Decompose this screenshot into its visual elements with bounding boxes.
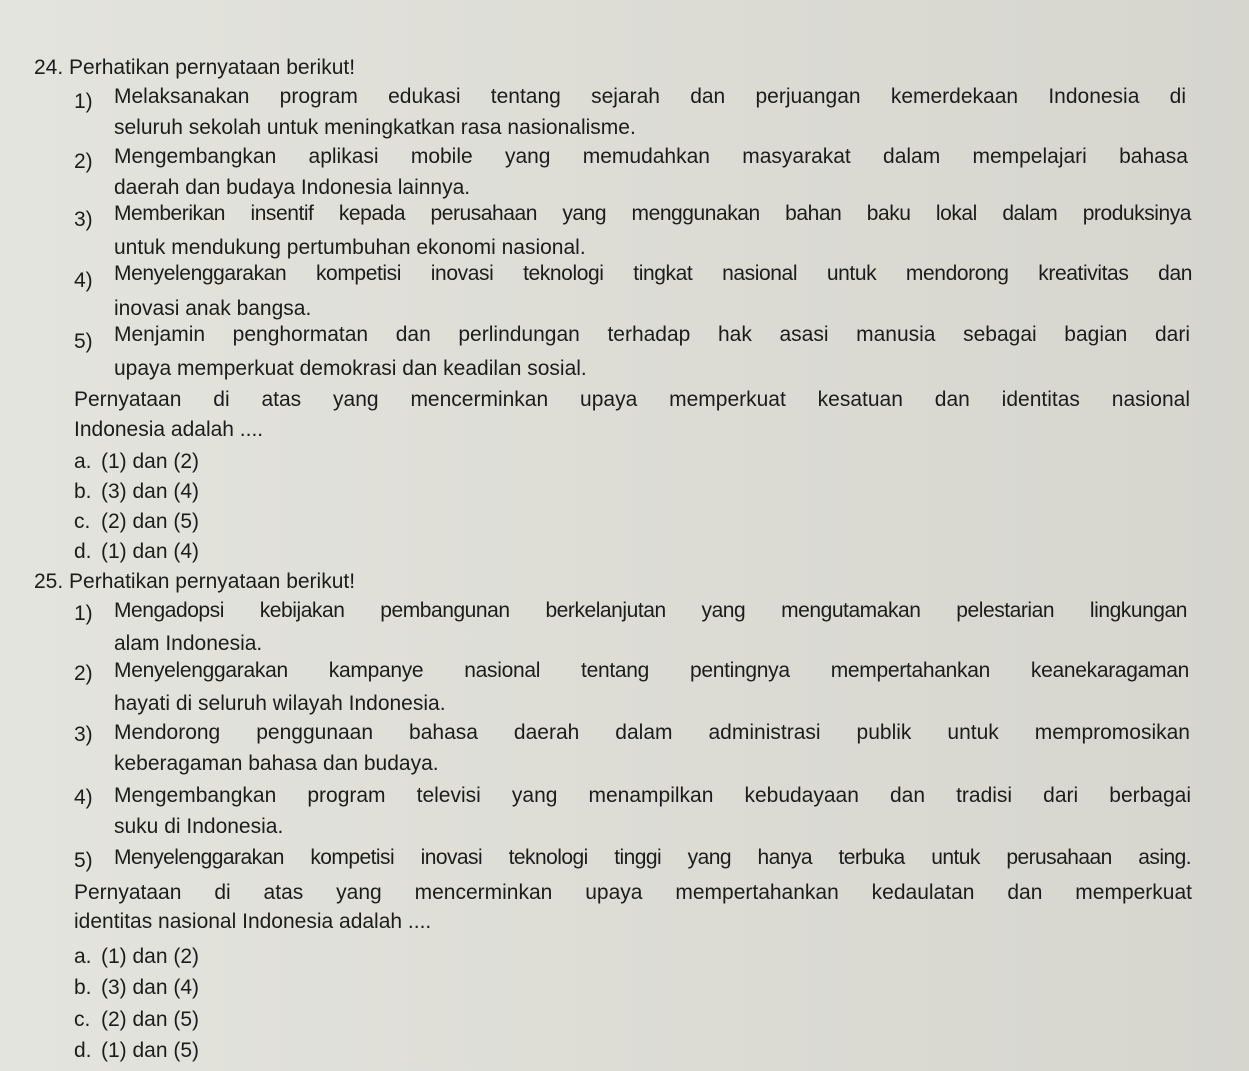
answer-option-c[interactable]: c. (2) dan (5) — [74, 510, 200, 533]
item-number: 2) — [74, 150, 93, 173]
item-text-line: Mengembangkan aplikasi mobile yang memudahkan masyarakat dalam mempelajari bahasa — [114, 145, 1188, 168]
question-prompt: Perhatikan pernyataan berikut! — [69, 570, 356, 593]
item-number: 2) — [74, 662, 93, 685]
question-number: 25. — [34, 570, 64, 593]
question-statement-line: Pernyataan di atas yang mencerminkan upaya mempertahankan kedaulatan dan memperkuat — [74, 881, 1192, 904]
answer-option-a[interactable]: a. (1) dan (2) — [74, 945, 200, 968]
answer-option-d[interactable]: d. (1) dan (4) — [74, 540, 200, 563]
item-text-line: alam Indonesia. — [114, 632, 263, 655]
item-text-line: suku di Indonesia. — [114, 815, 284, 838]
item-text-line: Menyelenggarakan kampanye nasional tentang pentingnya mempertahankan keanekaragaman — [114, 659, 1189, 682]
item-text-line: Mendorong penggunaan bahasa daerah dalam administrasi publik untuk mempromosikan — [114, 721, 1190, 744]
item-text-line: Melaksanakan program edukasi tentang sejarah dan perjuangan kemerdekaan Indonesia di — [114, 85, 1186, 108]
item-text-line: Menyelenggarakan kompetisi inovasi teknologi tinggi yang hanya terbuka untuk perusahaan asing. — [114, 846, 1191, 869]
item-text-line: Memberikan insentif kepada perusahaan yang menggunakan bahan baku lokal dalam produksinya — [114, 202, 1191, 225]
item-number: 5) — [74, 849, 93, 872]
item-number: 1) — [74, 90, 93, 113]
item-number: 4) — [74, 269, 93, 292]
item-text-line: keberagaman bahasa dan budaya. — [114, 752, 439, 775]
question-statement-line: identitas nasional Indonesia adalah .... — [74, 910, 432, 933]
item-text-line: untuk mendukung pertumbuhan ekonomi nasional. — [114, 236, 586, 259]
question-number: 24. — [34, 56, 64, 79]
item-text-line: Menjamin penghormatan dan perlindungan terhadap hak asasi manusia sebagai bagian dari — [114, 323, 1190, 346]
item-text-line: upaya memperkuat demokrasi dan keadilan sosial. — [114, 357, 587, 380]
question-statement-line: Indonesia adalah .... — [74, 418, 264, 441]
item-number: 3) — [74, 723, 93, 746]
item-text-line: hayati di seluruh wilayah Indonesia. — [114, 692, 446, 715]
answer-option-b[interactable]: b. (3) dan (4) — [74, 976, 200, 999]
answer-option-d[interactable]: d. (1) dan (5) — [74, 1039, 200, 1062]
question-24-title — [34, 56, 355, 80]
item-text-line: Menyelenggarakan kompetisi inovasi teknologi tingkat nasional untuk mendorong kreativitas dan — [114, 262, 1192, 285]
answer-option-c[interactable]: c. (2) dan (5) — [74, 1008, 200, 1031]
item-text-line: daerah dan budaya Indonesia lainnya. — [114, 176, 471, 199]
item-number: 4) — [74, 786, 93, 809]
answer-option-b[interactable]: b. (3) dan (4) — [74, 480, 200, 503]
question-25-title — [34, 570, 355, 594]
item-text-line: Mengadopsi kebijakan pembangunan berkelanjutan yang mengutamakan pelestarian lingkungan — [114, 599, 1187, 622]
item-number: 3) — [74, 208, 93, 231]
item-number: 5) — [74, 330, 93, 353]
question-statement-line: Pernyataan di atas yang mencerminkan upaya memperkuat kesatuan dan identitas nasional — [74, 388, 1190, 411]
item-number: 1) — [74, 602, 93, 625]
question-prompt: Perhatikan pernyataan berikut! — [69, 56, 356, 79]
answer-option-a[interactable]: a. (1) dan (2) — [74, 450, 200, 473]
item-text-line: Mengembangkan program televisi yang menampilkan kebudayaan dan tradisi dari berbagai — [114, 784, 1191, 807]
item-text-line: seluruh sekolah untuk meningkatkan rasa nasionalisme. — [114, 116, 636, 139]
item-text-line: inovasi anak bangsa. — [114, 297, 312, 320]
